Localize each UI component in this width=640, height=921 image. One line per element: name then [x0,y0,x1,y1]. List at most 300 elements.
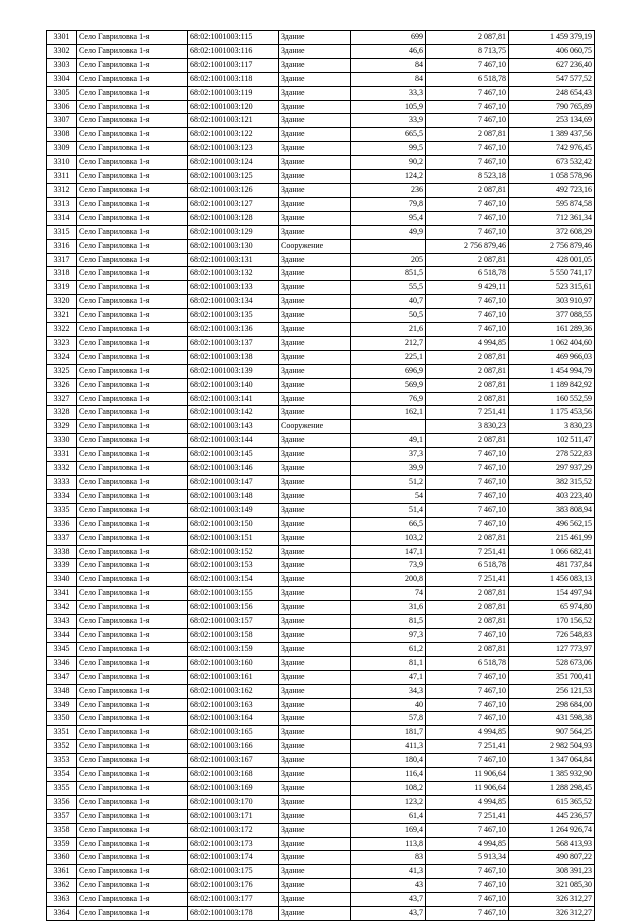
cell-cadastral-number: 68:02:1001003:150 [188,517,279,531]
cell-object-type: Здание [279,336,351,350]
cell-area: 90,2 [351,156,426,170]
cell-cadastral-number: 68:02:1001003:133 [188,281,279,295]
cell-cadastral-number: 68:02:1001003:146 [188,462,279,476]
cell-cadastral-number: 68:02:1001003:159 [188,642,279,656]
cell-object-type: Здание [279,489,351,503]
cell-cadastral-number: 68:02:1001003:158 [188,628,279,642]
cell-cadastral-number: 68:02:1001003:156 [188,601,279,615]
table-row [47,740,595,754]
cell-cadastral-value: 406 060,75 [509,44,595,58]
cell-settlement-name: Село Гавриловка 1-я [77,601,188,615]
cell-unit-value: 7 467,10 [426,823,509,837]
cell-unit-value: 2 087,81 [426,587,509,601]
cell-area: 696,9 [351,364,426,378]
cell-unit-value: 2 087,81 [426,253,509,267]
cell-row-number: 3325 [47,364,77,378]
table-row [47,281,595,295]
cell-cadastral-value: 297 937,29 [509,462,595,476]
cell-cadastral-number: 68:02:1001003:120 [188,100,279,114]
cell-cadastral-number: 68:02:1001003:152 [188,545,279,559]
cell-unit-value: 2 756 879,46 [426,239,509,253]
cell-area: 225,1 [351,350,426,364]
cell-object-type: Здание [279,44,351,58]
cell-object-type: Здание [279,754,351,768]
cell-cadastral-number: 68:02:1001003:176 [188,879,279,893]
cell-cadastral-value: 528 673,06 [509,656,595,670]
cell-cadastral-number: 68:02:1001003:142 [188,406,279,420]
cell-cadastral-value: 403 223,40 [509,489,595,503]
cell-area: 83 [351,851,426,865]
cell-unit-value: 7 467,10 [426,517,509,531]
cell-cadastral-number: 68:02:1001003:122 [188,128,279,142]
cell-row-number: 3353 [47,754,77,768]
cell-area: 147,1 [351,545,426,559]
cell-object-type: Здание [279,448,351,462]
cell-row-number: 3324 [47,350,77,364]
cell-settlement-name: Село Гавриловка 1-я [77,573,188,587]
cell-cadastral-value: 726 548,83 [509,628,595,642]
table-row [47,86,595,100]
cell-cadastral-value: 1 175 453,56 [509,406,595,420]
table-body [47,31,595,921]
cell-area: 43,7 [351,893,426,907]
cell-cadastral-number: 68:02:1001003:149 [188,503,279,517]
cell-object-type: Здание [279,670,351,684]
cell-unit-value: 7 467,10 [426,156,509,170]
cell-unit-value: 7 467,10 [426,197,509,211]
cell-unit-value: 7 467,10 [426,879,509,893]
cell-unit-value: 2 087,81 [426,350,509,364]
cell-cadastral-number: 68:02:1001003:128 [188,211,279,225]
cell-object-type: Здание [279,128,351,142]
cell-unit-value: 9 429,11 [426,281,509,295]
cell-cadastral-number: 68:02:1001003:169 [188,781,279,795]
cell-cadastral-number: 68:02:1001003:145 [188,448,279,462]
cell-cadastral-value: 1 066 682,41 [509,545,595,559]
cell-object-type: Здание [279,434,351,448]
cell-settlement-name: Село Гавриловка 1-я [77,684,188,698]
cell-area: 84 [351,58,426,72]
cell-area [351,420,426,434]
cell-row-number: 3301 [47,31,77,45]
cell-object-type: Здание [279,628,351,642]
cell-area: 95,4 [351,211,426,225]
cell-row-number: 3323 [47,336,77,350]
cell-unit-value: 4 994,85 [426,726,509,740]
cell-row-number: 3304 [47,72,77,86]
cell-settlement-name: Село Гавриловка 1-я [77,100,188,114]
cell-area: 665,5 [351,128,426,142]
cell-cadastral-value: 627 236,40 [509,58,595,72]
cell-area: 205 [351,253,426,267]
cell-row-number: 3313 [47,197,77,211]
cell-cadastral-value: 1 454 994,79 [509,364,595,378]
table-row [47,642,595,656]
cell-cadastral-number: 68:02:1001003:131 [188,253,279,267]
table-row [47,615,595,629]
cell-object-type: Здание [279,211,351,225]
cell-row-number: 3322 [47,323,77,337]
table-row [47,72,595,86]
table-row [47,392,595,406]
cell-object-type: Здание [279,406,351,420]
cell-cadastral-number: 68:02:1001003:123 [188,142,279,156]
cell-settlement-name: Село Гавриловка 1-я [77,170,188,184]
cell-unit-value: 7 467,10 [426,448,509,462]
cell-cadastral-number: 68:02:1001003:121 [188,114,279,128]
cell-unit-value: 4 994,85 [426,336,509,350]
cell-cadastral-number: 68:02:1001003:154 [188,573,279,587]
table-row [47,170,595,184]
cell-cadastral-number: 68:02:1001003:132 [188,267,279,281]
cell-area: 50,5 [351,309,426,323]
table-row [47,309,595,323]
cell-settlement-name: Село Гавриловка 1-я [77,31,188,45]
cell-unit-value: 7 251,41 [426,573,509,587]
cell-area: 79,8 [351,197,426,211]
cell-settlement-name: Село Гавриловка 1-я [77,462,188,476]
table-row [47,295,595,309]
cell-cadastral-number: 68:02:1001003:148 [188,489,279,503]
cell-cadastral-value: 568 413,93 [509,837,595,851]
cell-object-type: Здание [279,698,351,712]
cell-cadastral-value: 127 773,97 [509,642,595,656]
cell-area: 162,1 [351,406,426,420]
cell-area: 81,5 [351,615,426,629]
cell-cadastral-number: 68:02:1001003:172 [188,823,279,837]
cell-cadastral-number: 68:02:1001003:161 [188,670,279,684]
cell-object-type: Здание [279,197,351,211]
cell-row-number: 3362 [47,879,77,893]
cell-settlement-name: Село Гавриловка 1-я [77,476,188,490]
cell-cadastral-number: 68:02:1001003:164 [188,712,279,726]
cell-unit-value: 3 830,23 [426,420,509,434]
cell-object-type: Здание [279,31,351,45]
cell-row-number: 3357 [47,809,77,823]
cell-settlement-name: Село Гавриловка 1-я [77,726,188,740]
cell-unit-value: 2 087,81 [426,615,509,629]
cell-area: 113,8 [351,837,426,851]
cell-cadastral-value: 154 497,94 [509,587,595,601]
table-row [47,406,595,420]
cell-area: 40,7 [351,295,426,309]
cell-unit-value: 2 087,81 [426,642,509,656]
cell-cadastral-number: 68:02:1001003:136 [188,323,279,337]
cell-row-number: 3358 [47,823,77,837]
cell-unit-value: 2 087,81 [426,378,509,392]
table-row [47,253,595,267]
cell-unit-value: 5 913,34 [426,851,509,865]
cell-settlement-name: Село Гавриловка 1-я [77,350,188,364]
cell-settlement-name: Село Гавриловка 1-я [77,656,188,670]
cell-settlement-name: Село Гавриловка 1-я [77,517,188,531]
cell-settlement-name: Село Гавриловка 1-я [77,740,188,754]
cell-cadastral-number: 68:02:1001003:137 [188,336,279,350]
cell-object-type: Здание [279,559,351,573]
cell-settlement-name: Село Гавриловка 1-я [77,281,188,295]
cell-row-number: 3326 [47,378,77,392]
cell-row-number: 3359 [47,837,77,851]
cell-cadastral-value: 742 976,45 [509,142,595,156]
cell-unit-value: 7 467,10 [426,211,509,225]
cell-object-type: Сооружение [279,420,351,434]
cell-unit-value: 11 906,64 [426,768,509,782]
cell-cadastral-number: 68:02:1001003:157 [188,615,279,629]
table-row [47,545,595,559]
cell-row-number: 3355 [47,781,77,795]
cell-row-number: 3302 [47,44,77,58]
cell-object-type: Здание [279,156,351,170]
cell-cadastral-number: 68:02:1001003:127 [188,197,279,211]
table-row [47,364,595,378]
cell-area: 55,5 [351,281,426,295]
cell-row-number: 3309 [47,142,77,156]
cell-cadastral-value: 1 389 437,56 [509,128,595,142]
table-row [47,712,595,726]
table-row [47,142,595,156]
cell-unit-value: 6 518,78 [426,559,509,573]
cell-row-number: 3330 [47,434,77,448]
cell-unit-value: 8 713,75 [426,44,509,58]
cell-settlement-name: Село Гавриловка 1-я [77,781,188,795]
cell-object-type: Здание [279,72,351,86]
cell-settlement-name: Село Гавриловка 1-я [77,642,188,656]
cell-object-type: Здание [279,295,351,309]
cell-area: 34,3 [351,684,426,698]
cell-object-type: Здание [279,879,351,893]
cell-area [351,239,426,253]
cell-area: 699 [351,31,426,45]
cell-row-number: 3311 [47,170,77,184]
cell-area: 200,8 [351,573,426,587]
cell-unit-value: 7 467,10 [426,628,509,642]
cell-cadastral-value: 161 289,36 [509,323,595,337]
cell-object-type: Здание [279,100,351,114]
cell-settlement-name: Село Гавриловка 1-я [77,420,188,434]
cell-area: 43,7 [351,907,426,921]
cell-row-number: 3350 [47,712,77,726]
cell-cadastral-value: 321 085,30 [509,879,595,893]
cell-row-number: 3364 [47,907,77,921]
cell-row-number: 3349 [47,698,77,712]
cell-area: 46,6 [351,44,426,58]
cell-area: 61,4 [351,809,426,823]
cell-unit-value: 7 467,10 [426,142,509,156]
cell-cadastral-number: 68:02:1001003:141 [188,392,279,406]
cell-cadastral-number: 68:02:1001003:119 [188,86,279,100]
cell-row-number: 3314 [47,211,77,225]
cell-cadastral-value: 673 532,42 [509,156,595,170]
table-row [47,559,595,573]
cell-row-number: 3344 [47,628,77,642]
cell-row-number: 3361 [47,865,77,879]
cell-row-number: 3333 [47,476,77,490]
cell-unit-value: 4 994,85 [426,795,509,809]
cell-settlement-name: Село Гавриловка 1-я [77,378,188,392]
cell-cadastral-value: 790 765,89 [509,100,595,114]
cell-row-number: 3308 [47,128,77,142]
cell-cadastral-value: 298 684,00 [509,698,595,712]
cell-cadastral-number: 68:02:1001003:170 [188,795,279,809]
cell-area: 33,9 [351,114,426,128]
cell-object-type: Здание [279,642,351,656]
cell-cadastral-number: 68:02:1001003:173 [188,837,279,851]
cell-row-number: 3354 [47,768,77,782]
cell-cadastral-value: 383 808,94 [509,503,595,517]
cell-cadastral-value: 308 391,23 [509,865,595,879]
cell-area: 169,4 [351,823,426,837]
cell-unit-value: 6 518,78 [426,72,509,86]
cell-object-type: Здание [279,740,351,754]
table-row [47,823,595,837]
cell-cadastral-value: 215 461,99 [509,531,595,545]
cell-cadastral-value: 712 361,34 [509,211,595,225]
cell-object-type: Здание [279,768,351,782]
cell-settlement-name: Село Гавриловка 1-я [77,809,188,823]
cell-unit-value: 7 467,10 [426,58,509,72]
table-row [47,267,595,281]
cell-object-type: Здание [279,225,351,239]
cell-object-type: Здание [279,183,351,197]
cell-settlement-name: Село Гавриловка 1-я [77,392,188,406]
cell-cadastral-number: 68:02:1001003:174 [188,851,279,865]
cell-object-type: Здание [279,350,351,364]
cell-object-type: Здание [279,587,351,601]
cell-settlement-name: Село Гавриловка 1-я [77,183,188,197]
cell-cadastral-number: 68:02:1001003:163 [188,698,279,712]
cell-cadastral-value: 496 562,15 [509,517,595,531]
cell-object-type: Здание [279,907,351,921]
cell-cadastral-value: 278 522,83 [509,448,595,462]
table-row [47,656,595,670]
cell-unit-value: 7 467,10 [426,489,509,503]
cell-settlement-name: Село Гавриловка 1-я [77,156,188,170]
cell-area: 43 [351,879,426,893]
cell-cadastral-number: 68:02:1001003:135 [188,309,279,323]
cell-row-number: 3337 [47,531,77,545]
cell-cadastral-number: 68:02:1001003:151 [188,531,279,545]
cell-object-type: Сооружение [279,239,351,253]
cell-cadastral-value: 253 134,69 [509,114,595,128]
cell-cadastral-value: 1 288 298,45 [509,781,595,795]
cell-object-type: Здание [279,809,351,823]
cell-cadastral-number: 68:02:1001003:134 [188,295,279,309]
table-row [47,851,595,865]
cell-object-type: Здание [279,837,351,851]
cell-settlement-name: Село Гавриловка 1-я [77,879,188,893]
cell-settlement-name: Село Гавриловка 1-я [77,448,188,462]
cell-row-number: 3338 [47,545,77,559]
cell-unit-value: 2 087,81 [426,531,509,545]
cell-unit-value: 7 251,41 [426,740,509,754]
cell-area: 51,2 [351,476,426,490]
cell-row-number: 3328 [47,406,77,420]
cell-area: 40 [351,698,426,712]
cell-area: 851,5 [351,267,426,281]
cell-settlement-name: Село Гавриловка 1-я [77,907,188,921]
cell-cadastral-number: 68:02:1001003:144 [188,434,279,448]
cell-object-type: Здание [279,893,351,907]
cell-settlement-name: Село Гавриловка 1-я [77,851,188,865]
cell-object-type: Здание [279,795,351,809]
table-row [47,754,595,768]
table-row [47,211,595,225]
table-row [47,239,595,253]
cell-cadastral-number: 68:02:1001003:177 [188,893,279,907]
cell-unit-value: 7 467,10 [426,712,509,726]
cell-settlement-name: Село Гавриловка 1-я [77,865,188,879]
cell-cadastral-number: 68:02:1001003:130 [188,239,279,253]
table-row [47,587,595,601]
cell-area: 411,3 [351,740,426,754]
cell-object-type: Здание [279,476,351,490]
cell-object-type: Здание [279,573,351,587]
cell-cadastral-number: 68:02:1001003:171 [188,809,279,823]
table-row [47,489,595,503]
cell-row-number: 3345 [47,642,77,656]
table-row [47,225,595,239]
cell-object-type: Здание [279,865,351,879]
cell-area: 123,2 [351,795,426,809]
cell-object-type: Здание [279,517,351,531]
cell-cadastral-value: 547 577,52 [509,72,595,86]
cell-object-type: Здание [279,114,351,128]
table-row [47,698,595,712]
cell-object-type: Здание [279,392,351,406]
cell-settlement-name: Село Гавриловка 1-я [77,587,188,601]
cell-settlement-name: Село Гавриловка 1-я [77,253,188,267]
cell-row-number: 3335 [47,503,77,517]
cell-area: 181,7 [351,726,426,740]
cell-unit-value: 2 087,81 [426,392,509,406]
cell-unit-value: 7 467,10 [426,865,509,879]
cell-object-type: Здание [279,545,351,559]
table-row [47,336,595,350]
cell-cadastral-number: 68:02:1001003:166 [188,740,279,754]
cell-row-number: 3327 [47,392,77,406]
cell-cadastral-value: 1 189 842,92 [509,378,595,392]
cell-object-type: Здание [279,253,351,267]
cell-settlement-name: Село Гавриловка 1-я [77,615,188,629]
cell-area: 21,6 [351,323,426,337]
cell-cadastral-value: 256 121,53 [509,684,595,698]
table-row [47,197,595,211]
cell-cadastral-number: 68:02:1001003:175 [188,865,279,879]
cell-row-number: 3303 [47,58,77,72]
cell-row-number: 3356 [47,795,77,809]
cell-cadastral-value: 1 456 083,13 [509,573,595,587]
cell-settlement-name: Село Гавриловка 1-я [77,44,188,58]
cell-area: 41,3 [351,865,426,879]
cell-row-number: 3334 [47,489,77,503]
cell-settlement-name: Село Гавриловка 1-я [77,58,188,72]
cell-settlement-name: Село Гавриловка 1-я [77,309,188,323]
cell-cadastral-value: 3 830,23 [509,420,595,434]
cell-cadastral-value: 428 001,05 [509,253,595,267]
cell-area: 31,6 [351,601,426,615]
cell-unit-value: 6 518,78 [426,267,509,281]
cell-settlement-name: Село Гавриловка 1-я [77,545,188,559]
cell-row-number: 3342 [47,601,77,615]
cell-unit-value: 7 467,10 [426,225,509,239]
cell-row-number: 3341 [47,587,77,601]
cell-area: 99,5 [351,142,426,156]
cell-area: 212,7 [351,336,426,350]
cell-cadastral-value: 1 459 379,19 [509,31,595,45]
cell-row-number: 3363 [47,893,77,907]
cell-area: 81,1 [351,656,426,670]
cell-cadastral-value: 431 598,38 [509,712,595,726]
